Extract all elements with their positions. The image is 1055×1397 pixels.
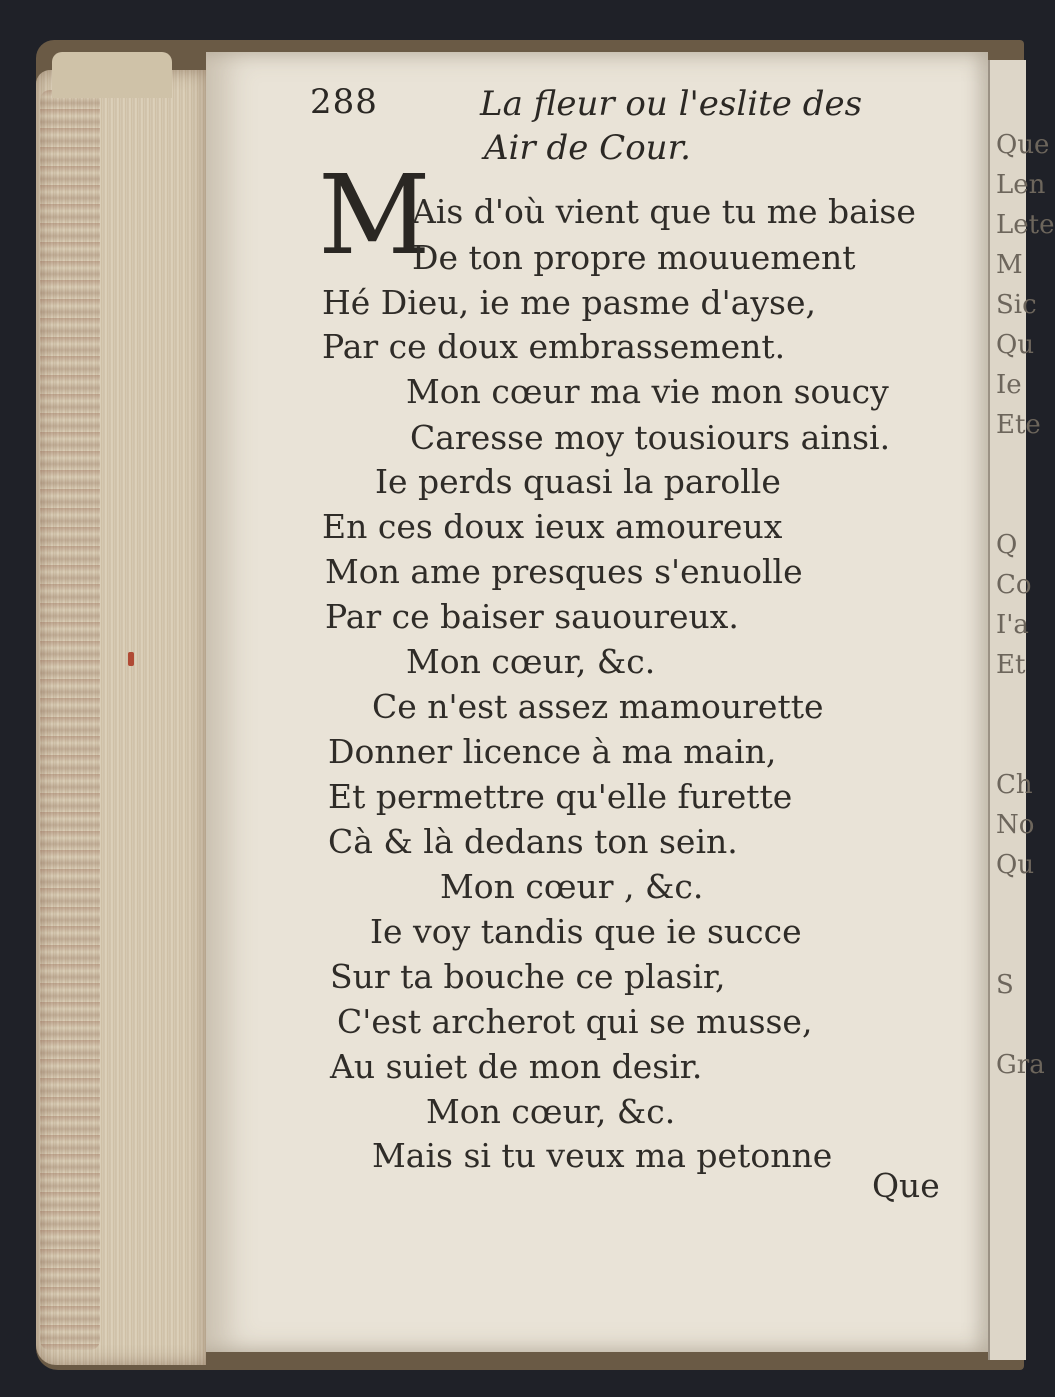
facing-page-fragment: No	[996, 810, 1035, 840]
verse-line: Ie voy tandis que ie succe	[370, 912, 802, 951]
facing-page-fragment: Co	[996, 570, 1032, 600]
facing-page-fragment: Ch	[996, 770, 1033, 800]
facing-page-fragment: Q	[996, 530, 1018, 560]
facing-page-fragment: Qu	[996, 330, 1035, 360]
facing-page-fragment: M	[996, 250, 1023, 280]
verse-line: Cà & là dedans ton sein.	[328, 822, 738, 861]
facing-page-fragment: Len	[996, 170, 1046, 200]
facing-page-fragment	[990, 490, 1026, 530]
facing-page-fragment: S	[996, 970, 1014, 1000]
facing-page-fragment: Que	[996, 130, 1050, 160]
verse-line: Par ce doux embrassement.	[322, 327, 786, 366]
facing-page-fragment	[990, 730, 1026, 770]
catchword: Que	[872, 1166, 940, 1205]
facing-page-fragment	[990, 890, 1026, 930]
verse-line: C'est archerot qui se musse,	[337, 1002, 813, 1041]
facing-page-fragment: I'a	[996, 610, 1029, 640]
verse-line: De ton propre mouuement	[412, 238, 856, 277]
verse-line: Mais si tu veux ma petonne	[372, 1136, 833, 1175]
red-edge-mark	[128, 652, 134, 666]
verse-line: Mon cœur, &c.	[426, 1092, 676, 1131]
verse-line: Donner licence à ma main,	[328, 732, 777, 771]
verse-line: Ce n'est assez mamourette	[372, 687, 824, 726]
facing-page-fragment	[990, 450, 1026, 490]
running-title	[480, 82, 880, 170]
facing-page-fragment	[990, 1010, 1026, 1050]
facing-page-fragment: Qu	[996, 850, 1035, 880]
foxing-stains	[40, 90, 100, 1350]
verse-line: Et permettre qu'elle furette	[328, 777, 793, 816]
facing-page-fragment: Et	[996, 650, 1026, 680]
facing-page-fragment: Lete	[996, 210, 1055, 240]
running-title-line2: Air de Cour.	[484, 128, 691, 168]
facing-page-fragment: Gra	[996, 1050, 1045, 1080]
verse-line: En ces doux ieux amoureux	[322, 507, 783, 546]
facing-page-fragment	[990, 930, 1026, 970]
verse-line: Mon cœur ma vie mon soucy	[406, 372, 889, 411]
facing-page-fragment	[990, 690, 1026, 730]
verse-line: Caresse moy tousiours ainsi.	[410, 418, 891, 457]
verse-line: Ie perds quasi la parolle	[375, 462, 781, 501]
verse-line: Sur ta bouche ce plasir,	[330, 957, 726, 996]
drop-cap: M	[318, 151, 431, 279]
facing-page-edge	[988, 60, 1055, 1360]
page-number: 288	[310, 82, 378, 122]
facing-page-fragment: Ete	[996, 410, 1041, 440]
verse-line: Au suiet de mon desir.	[330, 1047, 703, 1086]
facing-page-fragment: Sic	[996, 290, 1037, 320]
running-title-line1: La fleur ou l'eslite des	[480, 84, 863, 124]
verse-line: Mon ame presques s'enuolle	[325, 552, 803, 591]
verse-line: Mon cœur, &c.	[406, 642, 656, 681]
verse-line: Hé Dieu, ie me pasme d'ayse,	[322, 283, 816, 322]
verse-line: Ais d'où vient que tu me baise	[412, 192, 916, 231]
headband	[52, 52, 172, 98]
verse-line: Mon cœur , &c.	[440, 867, 704, 906]
facing-page-fragment: Ie	[996, 370, 1022, 400]
verse-line: Par ce baiser sauoureux.	[325, 597, 739, 636]
